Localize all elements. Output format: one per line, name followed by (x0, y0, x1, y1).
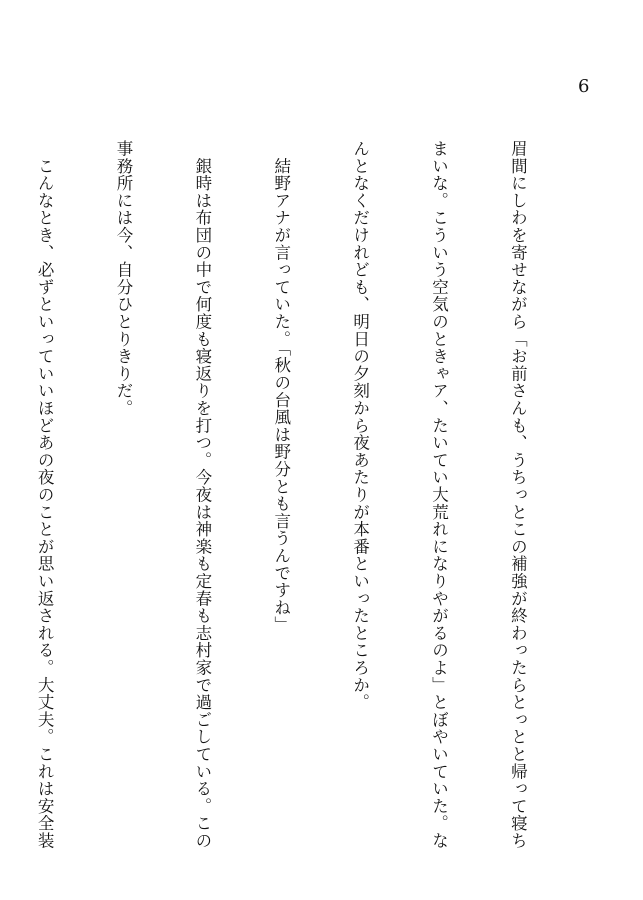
text-line: まいな。こういう空気のときゃア、たいてい大荒れになりやがるのよ」とぼやいていた。な (429, 140, 449, 850)
text-line: 結野アナが言っていた。「秋の台風は野分とも言うんですね」 (271, 140, 291, 634)
body-text (0, 140, 583, 860)
text-line: んとなくだけれども、明日の夕刻から夜あたりが本番といったところか。 (350, 140, 370, 711)
text-line: 眉間にしわを寄せながら「お前さんも、うちっとこの補強が終わったらとっとと帰って寝ち (508, 140, 528, 850)
text-line: 銀時は布団の中で何度も寝返りを打つ。今夜は神楽も定春も志村家で過ごしている。この (192, 140, 212, 850)
text-line: 事務所には今、自分ひとりきりだ。 (113, 140, 133, 417)
page-number: 6 (578, 76, 590, 97)
text-line: こんなとき、必ずといっていいほどあの夜のことが思い返される。大丈夫。これは安全装 (35, 140, 55, 850)
